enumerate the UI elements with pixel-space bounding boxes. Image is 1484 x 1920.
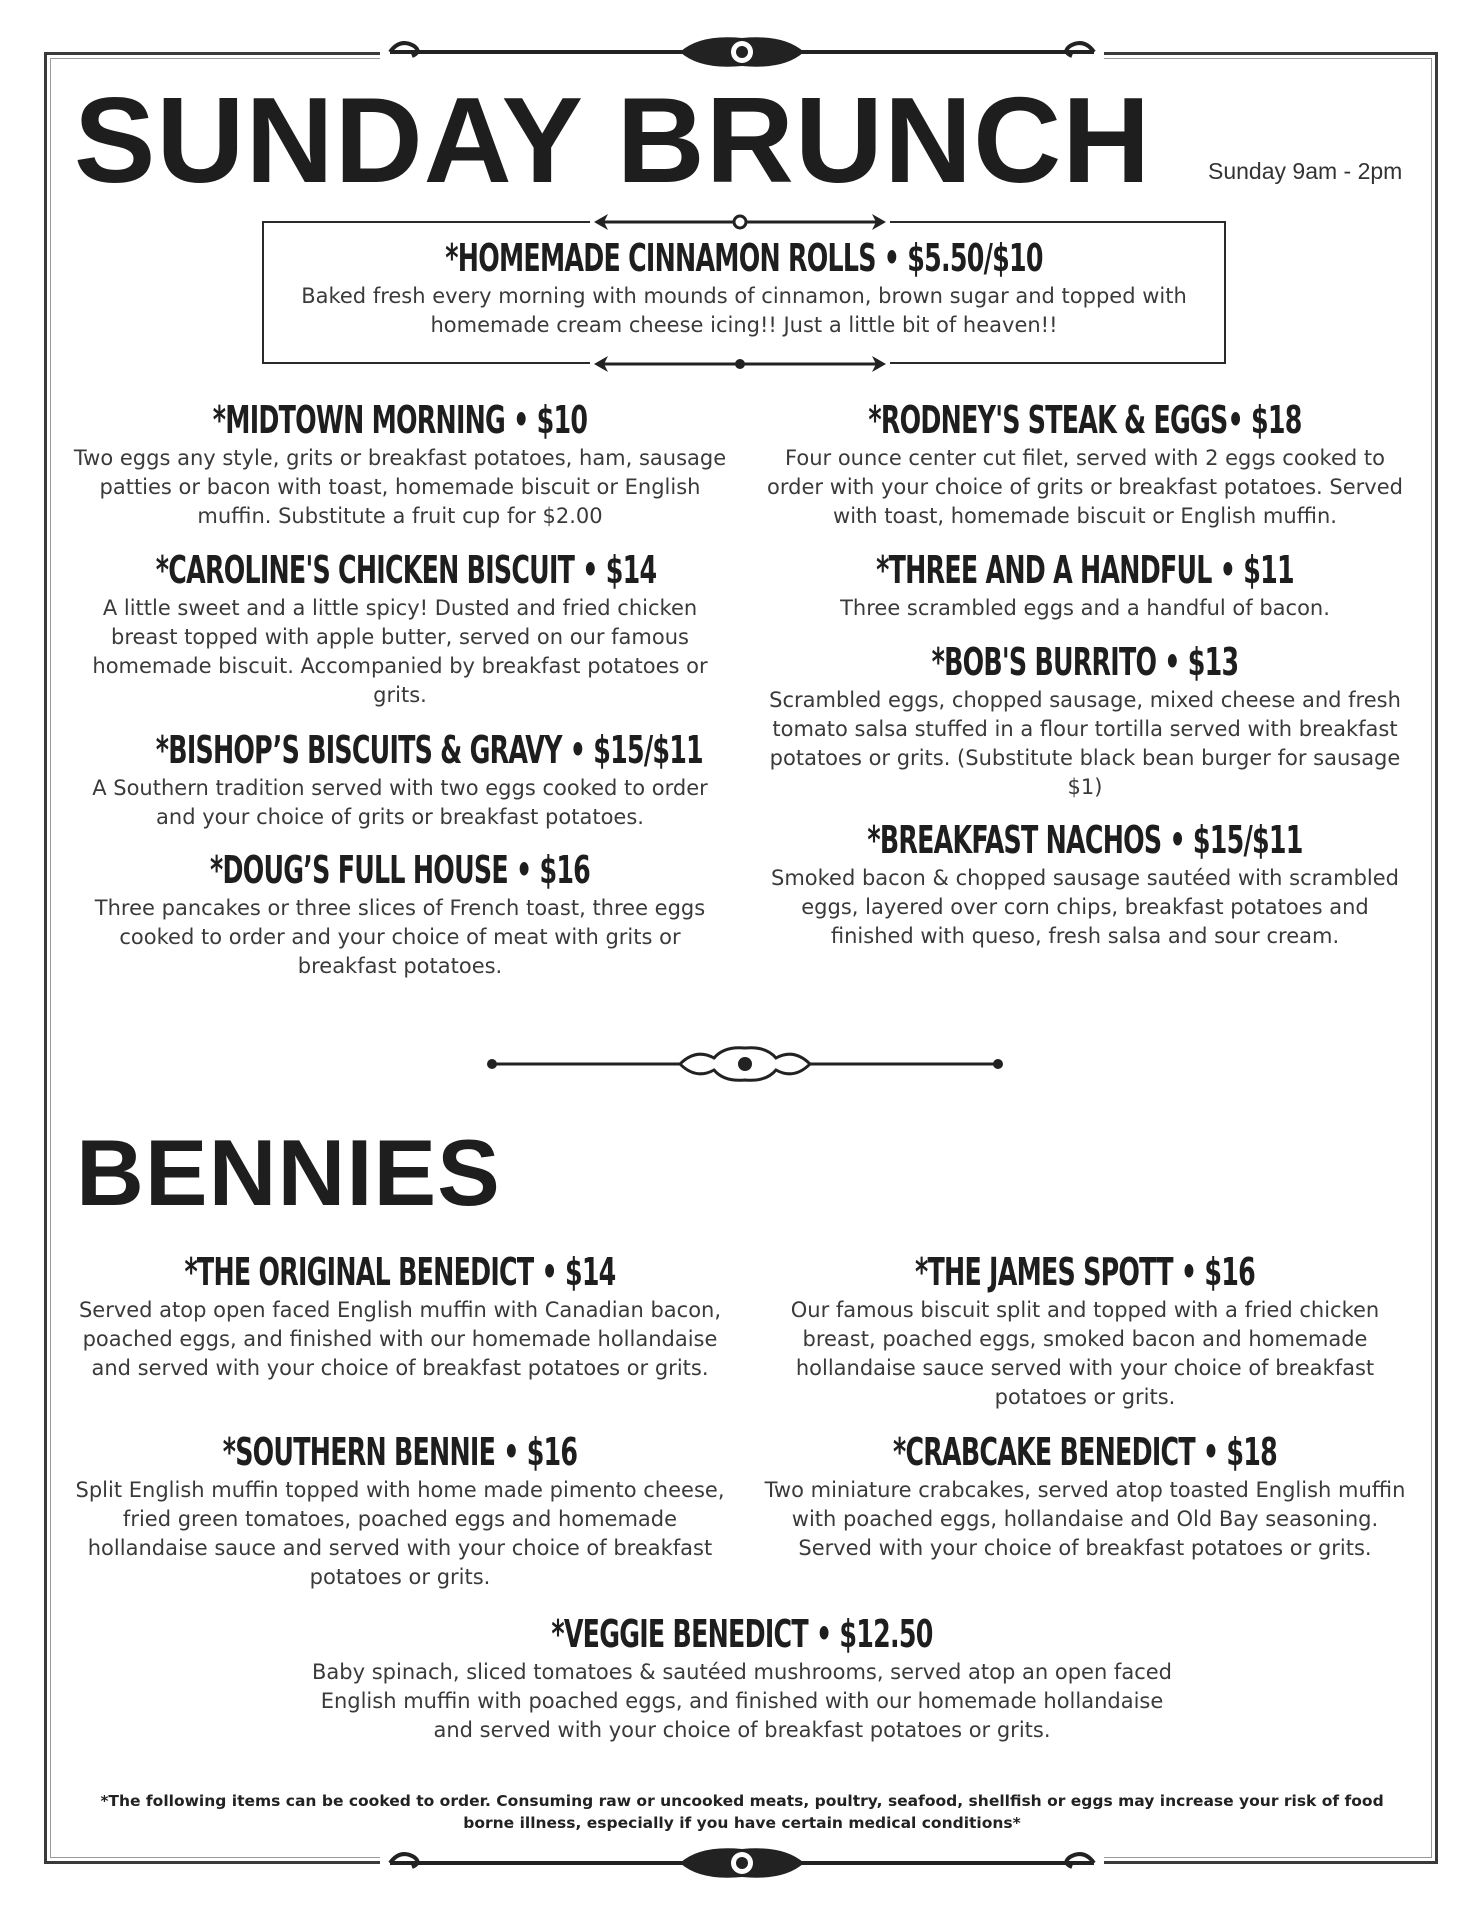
feature-top-ornament-icon	[590, 210, 890, 234]
menu-item-name: *VEGGIE BENEDICT • $12.50	[551, 1612, 933, 1656]
menu-item	[70, 398, 730, 531]
menu-item-name: *CRABCAKE BENEDICT • $18	[892, 1430, 1278, 1474]
menu-item	[760, 640, 1410, 802]
footnote: *The following items can be cooked to order. Consuming raw or uncooked meats, poultry, seafood, shellfish or eggs may increase your risk of food borne illness, especially if you have certain medical conditions*	[100, 1792, 1384, 1832]
feature-bottom-ornament-icon	[590, 352, 890, 376]
menu-item	[300, 1612, 1184, 1745]
section-title: BENNIES	[76, 1120, 501, 1225]
menu-item-description: Smoked bacon & chopped sausage sautéed with scrambled eggs, layered over corn chips, breakfast potatoes and finished with queso, fresh salsa and sour cream.	[770, 866, 1400, 948]
menu-item-description: Three scrambled eggs and a handful of bacon.	[840, 596, 1330, 620]
menu-item-name: *BREAKFAST NACHOS • $15/$11	[867, 818, 1303, 862]
menu-item-name: *THREE AND A HANDFUL • $11	[876, 548, 1294, 592]
menu-item	[70, 1430, 730, 1592]
menu-item	[70, 1250, 730, 1383]
menu-item	[70, 728, 730, 832]
menu-item-description: Split English muffin topped with home made pimento cheese, fried green tomatoes, poached eggs and homemade hollandaise sauce and served with your choice of breakfast potatoes or grits.	[75, 1478, 725, 1589]
menu-item-name: *DOUG’S FULL HOUSE • $16	[209, 848, 591, 892]
top-scroll-ornament-icon	[380, 32, 1104, 72]
bottom-scroll-ornament-icon	[380, 1843, 1104, 1883]
featured-item-name: *HOMEMADE CINNAMON ROLLS • $5.50/$10	[445, 236, 1043, 280]
menu-item-name: *MIDTOWN MORNING • $10	[212, 398, 588, 442]
menu-item-name: *CAROLINE'S CHICKEN BISCUIT • $14	[155, 548, 657, 592]
menu-item	[760, 548, 1410, 623]
menu-item-description: Baby spinach, sliced tomatoes & sautéed mushrooms, served atop an open faced English muffin with poached eggs, and finished with our homemade hollandaise and served with your choice of breakfast potatoes or grits.	[312, 1660, 1172, 1742]
featured-item	[272, 236, 1216, 340]
menu-item-name: *RODNEY'S STEAK & EGGS• $18	[868, 398, 1302, 442]
hours-text: Sunday 9am - 2pm	[1208, 158, 1403, 184]
menu-item	[760, 398, 1410, 531]
menu-item-name: *BOB'S BURRITO • $13	[931, 640, 1239, 684]
menu-item-name: *THE JAMES SPOTT • $16	[915, 1250, 1255, 1294]
menu-item	[70, 548, 730, 710]
menu-item-name: *THE ORIGINAL BENEDICT • $14	[184, 1250, 616, 1294]
menu-item-name: *SOUTHERN BENNIE • $16	[222, 1430, 578, 1474]
menu-item	[760, 818, 1410, 951]
menu-item	[760, 1430, 1410, 1563]
menu-item-description: Two eggs any style, grits or breakfast potatoes, ham, sausage patties or bacon with toast, homemade biscuit or English muffin. Substitute a fruit cup for $2.00	[73, 446, 727, 528]
menu-item-description: Four ounce center cut filet, served with 2 eggs cooked to order with your choice of grits or breakfast potatoes. Served with toast, homemade biscuit or English muffin.	[767, 446, 1403, 528]
menu-item	[760, 1250, 1410, 1412]
menu-item-description: Two miniature crabcakes, served atop toasted English muffin with poached eggs, hollandaise and Old Bay seasoning. Served with your choice of breakfast potatoes or grits.	[764, 1478, 1406, 1560]
section-divider-ornament-icon	[480, 1044, 1010, 1084]
page-title: SUNDAY BRUNCH	[74, 72, 1152, 208]
menu-item-description: A Southern tradition served with two eggs cooked to order and your choice of grits or breakfast potatoes.	[92, 776, 708, 829]
menu-item	[70, 848, 730, 981]
featured-item-description: Baked fresh every morning with mounds of cinnamon, brown sugar and topped with homemade cream cheese icing!! Just a little bit of heaven!!	[301, 284, 1187, 337]
menu-item-description: Scrambled eggs, chopped sausage, mixed cheese and fresh tomato salsa stuffed in a flour tortilla served with breakfast potatoes or grits. (Substitute black bean burger for sausage $1)	[769, 688, 1401, 799]
menu-item-name: *BISHOP’S BISCUITS & GRAVY • $15/$11	[155, 728, 703, 772]
menu-item-description: Three pancakes or three slices of French toast, three eggs cooked to order and your choice of meat with grits or breakfast potatoes.	[94, 896, 706, 978]
menu-item-description: Our famous biscuit split and topped with a fried chicken breast, poached eggs, smoked bacon and homemade hollandaise sauce served with your choice of breakfast potatoes or grits.	[790, 1298, 1380, 1409]
menu-item-description: Served atop open faced English muffin with Canadian bacon, poached eggs, and finished with our homemade hollandaise and served with your choice of breakfast potatoes or grits.	[78, 1298, 722, 1380]
menu-item-description: A little sweet and a little spicy! Dusted and fried chicken breast topped with apple butter, served on our famous homemade biscuit. Accompanied by breakfast potatoes or grits.	[92, 596, 708, 707]
